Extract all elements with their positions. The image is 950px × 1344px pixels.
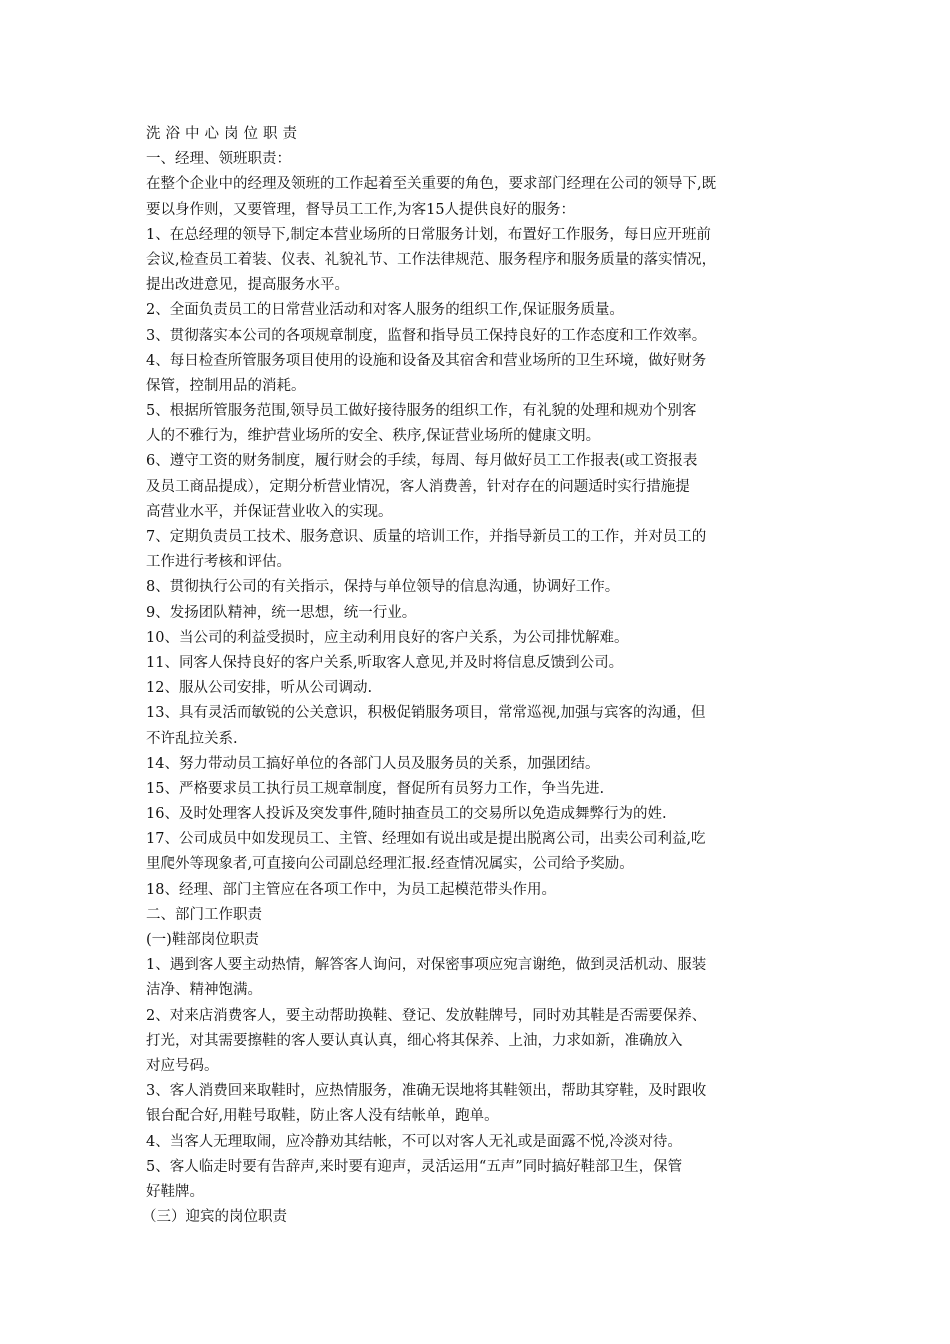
list-item-line: 13、具有灵活而敏锐的公关意识，积极促销服务项目，常常巡视,加强与宾客的沟通，但 [146, 705, 706, 722]
list-item-line: 好鞋牌。 [146, 1183, 204, 1200]
document-title: 洗浴中心岗位职责 [146, 126, 302, 142]
list-item-line: 不许乱拉关系. [146, 730, 238, 747]
list-item-line: 1、在总经理的领导下,制定本营业场所的日常服务计划，布置好工作服务，每日应开班前 [146, 226, 711, 243]
list-item-line: 8、贯彻执行公司的有关指示，保持与单位领导的信息沟通，协调好工作。 [146, 579, 620, 596]
list-item-line: 9、发扬团队精神，统一思想，统一行业。 [146, 604, 417, 621]
list-item-line: 5、客人临走时要有告辞声,来时要有迎声，灵活运用“五声”同时搞好鞋部卫生，保管 [146, 1158, 683, 1175]
list-item-line: 人的不雅行为，维护营业场所的安全、秩序,保证营业场所的健康文明。 [146, 428, 601, 445]
list-item-line: 4、每日检查所管服务项目使用的设施和设备及其宿舍和营业场所的卫生环境，做好财务 [146, 352, 707, 369]
list-item-line: 高营业水平，并保证营业收入的实现。 [146, 503, 393, 520]
list-item-line: 14、努力带动员工搞好单位的各部门人员及服务员的关系，加强团结。 [146, 755, 600, 772]
paragraph-line: 在整个企业中的经理及领班的工作起着至关重要的角色，要求部门经理在公司的领导下,既 [146, 176, 717, 193]
subsection-heading: （三）迎宾的岗位职责 [142, 1209, 287, 1226]
list-item-line: 18、经理、部门主管应在各项工作中，为员工起模范带头作用。 [146, 881, 556, 898]
list-item-line: 17、公司成员中如发现员工、主管、经理如有说出或是提出脱离公司，出卖公司利益,吃 [146, 831, 706, 848]
list-item-line: 提出改进意见，提高服务水平。 [146, 277, 349, 294]
section-heading: 二、部门工作职责 [146, 906, 262, 923]
list-item-line: 1、遇到客人要主动热情，解答客人询问，对保密事项应宛言谢绝，做到灵活机动、服装 [146, 957, 707, 974]
list-item-line: 7、定期负责员工技术、服务意识、质量的培训工作，并指导新员工的工作，并对员工的 [146, 529, 707, 545]
subsection-heading: (一)鞋部岗位职责 [146, 932, 259, 948]
list-item-line: 3、贯彻落实本公司的各项规章制度，监督和指导员工保持良好的工作态度和工作效率。 [146, 327, 707, 344]
list-item-line: 工作进行考核和评估。 [146, 554, 291, 571]
list-item-line: 12、服从公司安排，听从公司调动. [146, 680, 373, 697]
list-item-line: 及员工商品提成），定期分析营业情况，客人消费善，针对存在的问题适时实行措施提 [146, 478, 690, 495]
list-item-line: 保管，控制用品的消耗。 [146, 377, 306, 394]
section-heading: 一、经理、领班职责： [146, 151, 291, 168]
paragraph-line: 要以身作则，又要管理，督导员工工作,为客15人提供良好的服务： [146, 201, 576, 218]
list-item-line: 15、严格要求员工执行员工规章制度，督促所有员努力工作，争当先进. [146, 780, 605, 797]
list-item-line: 对应号码。 [146, 1057, 219, 1074]
list-item-line: 6、遵守工资的财务制度，履行财会的手续，每周、每月做好员工工作报表(或工资报表 [146, 453, 698, 470]
list-item-line: 2、对来店消费客人，要主动帮助换鞋、登记、发放鞋牌号，同时劝其鞋是否需要保养、 [146, 1007, 707, 1024]
list-item-line: 2、全面负责员工的日常营业活动和对客人服务的组织工作,保证服务质量。 [146, 302, 624, 319]
list-item-line: 16、及时处理客人投诉及突发事件,随时抽查员工的交易所以免造成舞弊行为的姓. [146, 806, 667, 823]
list-item-line: 4、当客人无理取闹，应冷静劝其结帐，不可以对客人无礼或是面露不悦,冷淡对待。 [146, 1133, 682, 1150]
list-item-line: 打光，对其需要擦鞋的客人要认真认真，细心将其保养、上油，力求如新，准确放入 [146, 1032, 683, 1049]
list-item-line: 里爬外等现象者,可直接向公司副总经理汇报.经查情况属实，公司给予奖励。 [146, 856, 634, 873]
list-item-line: 会议,检查员工着装、仪表、礼貌礼节、工作法律规范、服务程序和服务质量的落实情况， [146, 251, 717, 268]
list-item-line: 洁净、精神饱满。 [146, 982, 262, 999]
list-item-line: 银台配合好,用鞋号取鞋，防止客人没有结帐单，跑单。 [146, 1108, 499, 1125]
list-item-line: 11、同客人保持良好的客户关系,听取客人意见,并及时将信息反馈到公司。 [146, 654, 624, 671]
list-item-line: 3、客人消费回来取鞋时，应热情服务，准确无误地将其鞋领出，帮助其穿鞋，及时跟收 [146, 1083, 707, 1100]
list-item-line: 5、根据所管服务范围,领导员工做好接待服务的组织工作，有礼貌的处理和规劝个别客 [146, 403, 697, 420]
document-body [142, 122, 811, 1230]
list-item-line: 10、当公司的利益受损时，应主动利用良好的客户关系，为公司排忧解难。 [146, 629, 629, 646]
